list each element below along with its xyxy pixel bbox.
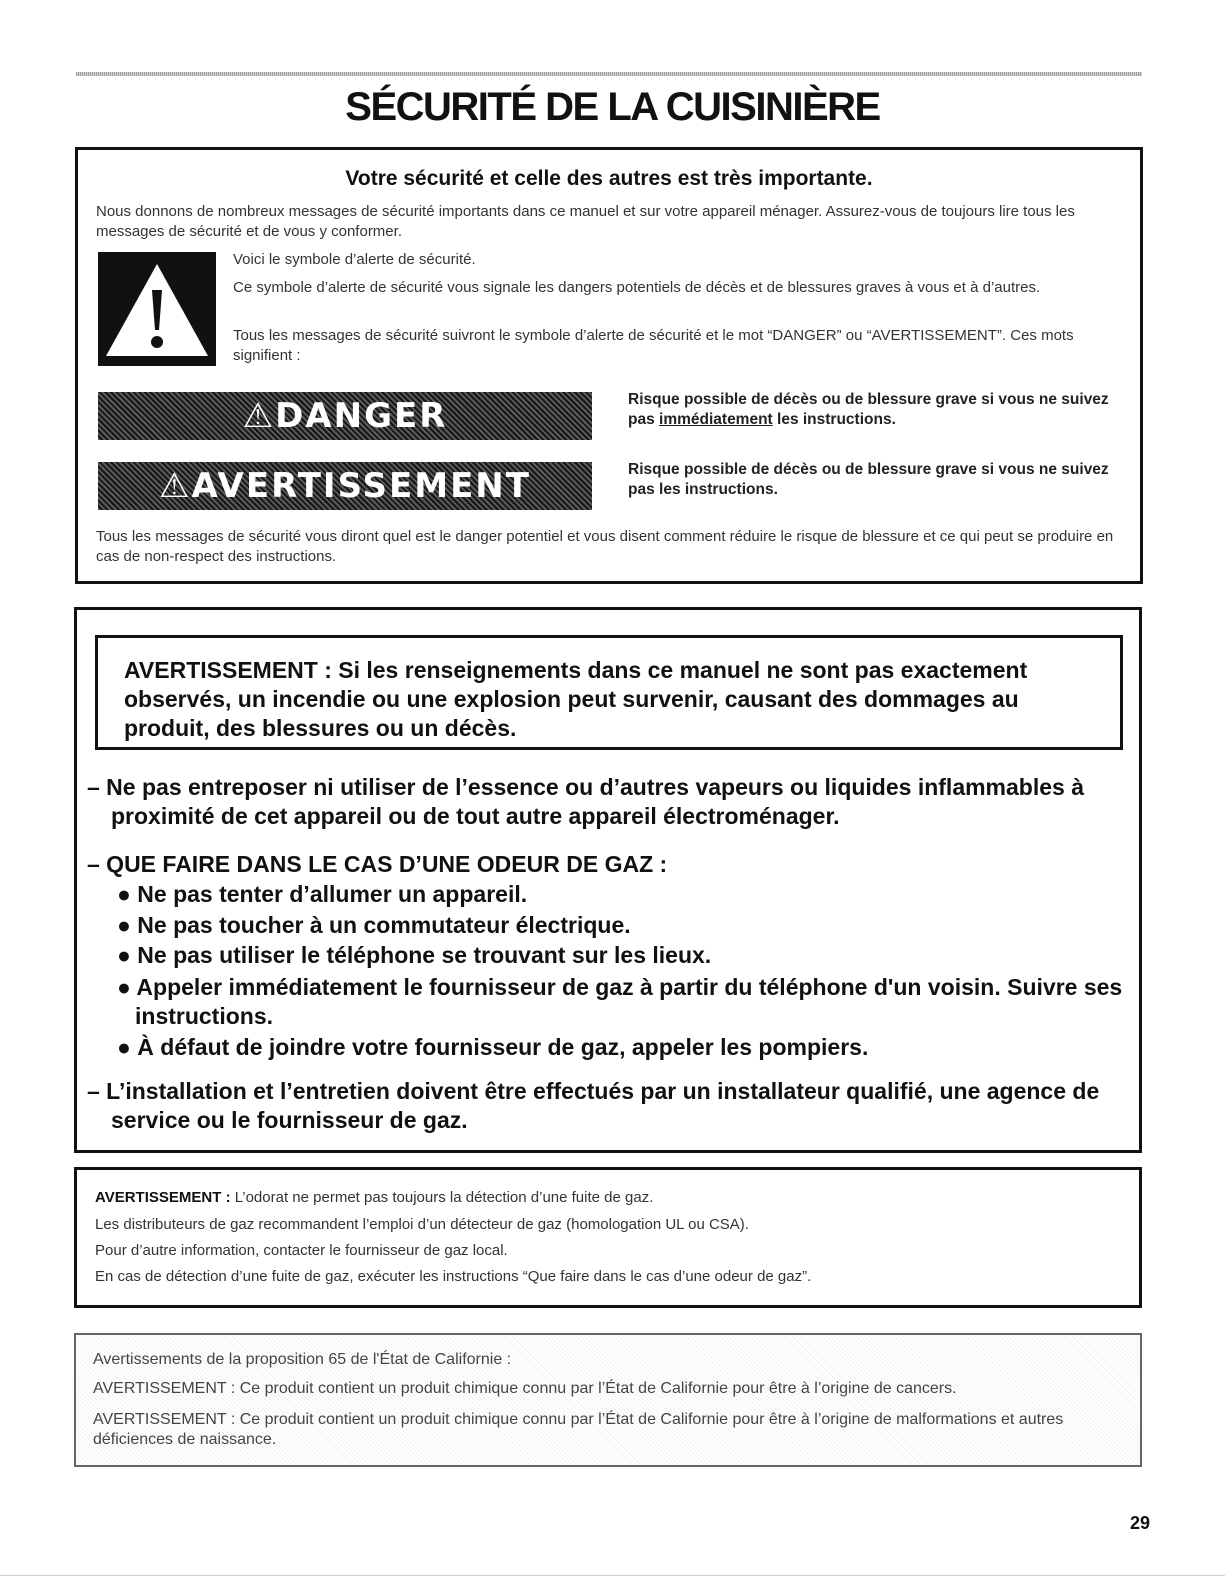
- warning-triangle-icon: ⚠: [159, 466, 192, 506]
- top-rule: [76, 72, 1142, 76]
- odor-line-1: [95, 1188, 1125, 1208]
- page-title: SÉCURITÉ DE LA CUISINIÈRE: [345, 85, 880, 129]
- danger-desc-emphasis: immédiatement: [659, 411, 773, 428]
- gas-odor-bullet: ● Ne pas tenter d’allumer un appareil.: [117, 881, 528, 907]
- safety-outro: Tous les messages de sécurité vous diront quel est le danger potentiel et vous disent comment réduire le risque de blessure et ce qui peut se produire en cas de non-respect des instructions.: [96, 528, 1114, 565]
- odor-text: L’odorat ne permet pas toujours la détection d’une fuite de gaz.: [230, 1189, 654, 1206]
- gas-odor-bullet: ● Appeler immédiatement le fournisseur de gaz à partir du téléphone d'un voisin. Suivre ses instructions.: [117, 974, 1123, 1029]
- page-number: 29: [1129, 1513, 1150, 1533]
- symbol-description-1: Voici le symbole d’alerte de sécurité.: [233, 251, 476, 268]
- symbol-description-3: Tous les messages de sécurité suivront le symbole d’alerte de sécurité et le mot “DANGER” ou “AVERTISSEMENT”. Ces mots signifient :: [233, 327, 1074, 364]
- safety-heading: Votre sécurité et celle des autres est très importante.: [345, 167, 873, 190]
- flammables-instruction: – Ne pas entreposer ni utiliser de l’essence ou d’autres vapeurs ou liquides inflammables à proximité de cet appareil ou de tout autre appareil électroménager.: [87, 774, 1085, 829]
- prop65-cancer-warning: AVERTISSEMENT : Ce produit contient un produit chimique connu par l’État de Californie pour être à l’origine de cancers.: [93, 1380, 957, 1397]
- fire-explosion-warning: AVERTISSEMENT : Si les renseignements dans ce manuel ne sont pas exactement observés, un incendie ou une explosion peut survenir, causant des dommages au produit, des blessures ou un décès.: [124, 657, 1028, 741]
- prop65-box: [74, 1333, 1142, 1467]
- gas-odor-box: [74, 1167, 1142, 1308]
- danger-description: [628, 390, 1128, 430]
- odor-line-3: Pour d’autre information, contacter le fournisseur de gaz local.: [95, 1242, 508, 1259]
- danger-label: DANGER: [275, 396, 448, 436]
- prop65-heading: Avertissements de la proposition 65 de l'État de Californie :: [93, 1351, 512, 1368]
- safety-message-box: [75, 147, 1143, 584]
- odor-warning-label: AVERTISSEMENT :: [95, 1189, 231, 1206]
- gas-odor-heading: – QUE FAIRE DANS LE CAS D’UNE ODEUR DE GAZ :: [87, 851, 668, 877]
- fire-explosion-warning-box: [95, 635, 1123, 750]
- safety-alert-triangle-icon: [98, 252, 216, 366]
- warning-triangle-icon: ⚠: [242, 396, 276, 436]
- prop65-birth-defect-warning: AVERTISSEMENT : Ce produit contient un produit chimique connu par l’État de Californie pour être à l’origine de malformations et autres déficiences de naissance.: [93, 1411, 1064, 1448]
- danger-desc-text: Risque possible de décès ou de blessure grave si vous ne suivez pas: [628, 391, 1109, 428]
- bottom-rule: [0, 1575, 1225, 1576]
- odor-line-2: Les distributeurs de gaz recommandent l’emploi d’un détecteur de gaz (homologation UL ou CSA).: [95, 1216, 749, 1233]
- gas-warning-box: [74, 607, 1142, 1153]
- gas-odor-bullet: ● Ne pas toucher à un commutateur électrique.: [117, 912, 631, 938]
- installation-instruction: – L’installation et l’entretien doivent être effectués par un installateur qualifié, une agence de service ou le fournisseur de gaz.: [87, 1078, 1100, 1133]
- odor-line-4: En cas de détection d’une fuite de gaz, exécuter les instructions “Que faire dans le cas d’une odeur de gaz”.: [95, 1268, 812, 1285]
- danger-signal-bar: [98, 392, 592, 440]
- warning-description: Risque possible de décès ou de blessure grave si vous ne suivez pas les instructions.: [628, 461, 1109, 498]
- gas-odor-bullet: ● Ne pas utiliser le téléphone se trouvant sur les lieux.: [117, 942, 712, 968]
- warning-label: AVERTISSEMENT: [191, 466, 531, 506]
- symbol-description-2: Ce symbole d’alerte de sécurité vous signale les dangers potentiels de décès et de blessures graves à vous et à d’autres.: [233, 279, 1041, 296]
- safety-intro: Nous donnons de nombreux messages de sécurité importants dans ce manuel et sur votre appareil ménager. Assurez-vous de toujours lire tous les messages de sécurité et de vous y conformer.: [96, 203, 1075, 240]
- danger-desc-end: les instructions.: [772, 411, 896, 428]
- gas-odor-bullet: ● À défaut de joindre votre fournisseur de gaz, appeler les pompiers.: [117, 1034, 869, 1060]
- warning-signal-bar: [98, 462, 592, 510]
